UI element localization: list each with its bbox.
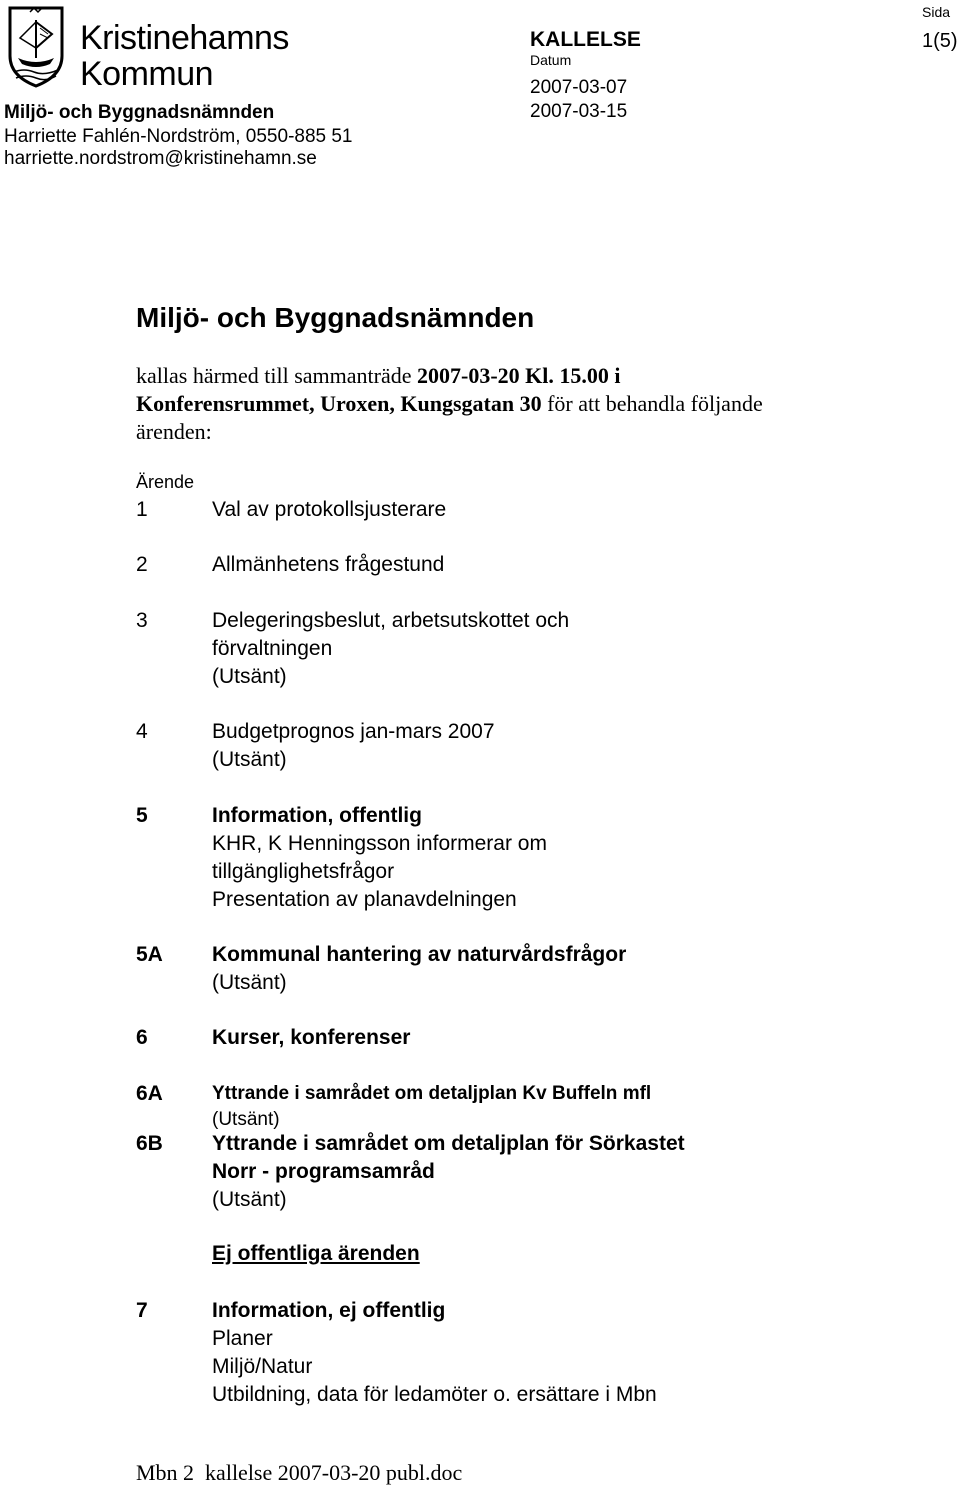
agenda-item-title: Information, ej offentlig xyxy=(212,1299,446,1322)
agenda-item-title: Information, offentlig xyxy=(212,804,422,827)
agenda-item-note: Planer xyxy=(212,1327,273,1350)
agenda-item-note: (Utsänt) xyxy=(212,748,287,771)
organization-name: Miljö- och Byggnadsnämnden xyxy=(4,102,275,123)
agenda-item-title: Allmänhetens frågestund xyxy=(212,553,445,576)
intro-text-start: kallas härmed till sammanträde xyxy=(136,363,418,388)
agenda-item-block xyxy=(212,718,495,774)
agenda-label: Ärende xyxy=(136,472,195,492)
agenda-item-block xyxy=(212,941,626,997)
agenda-item-block xyxy=(212,1297,657,1409)
agenda-item-note: tillgänglighetsfrågor xyxy=(212,860,395,883)
contact-email: harriette.nordstrom@kristinehamn.se xyxy=(4,148,317,169)
non-public-section-heading: Ej offentliga ärenden xyxy=(212,1242,420,1265)
footer-filename: Mbn 2 kallelse 2007-03-20 publ.doc xyxy=(136,1460,463,1485)
agenda-item-number: 7 xyxy=(136,1299,148,1322)
agenda-item-note: Presentation av planavdelningen xyxy=(212,888,517,911)
agenda-item-title: Kurser, konferenser xyxy=(212,1026,411,1049)
agenda-item-block xyxy=(212,802,547,914)
date-label: Datum xyxy=(530,52,572,68)
agenda-item-number: 5 xyxy=(136,804,148,827)
agenda-item-title: Yttrande i samrådet om detaljplan för Sörkastet xyxy=(212,1132,685,1155)
meeting-invitation-text xyxy=(136,362,776,446)
agenda-item-number: 6A xyxy=(136,1082,163,1105)
intro-text-end: för att behandla följande ärenden: xyxy=(136,391,763,444)
agenda-item-note: (Utsänt) xyxy=(212,971,287,994)
agenda-item-title-cont: Norr - programsamråd xyxy=(212,1160,435,1183)
agenda-item-block xyxy=(212,1130,685,1214)
agenda-item-title: Val av protokollsjusterare xyxy=(212,498,447,521)
agenda-item-note: Utbildning, data för ledamöter o. ersättare i Mbn xyxy=(212,1383,657,1406)
municipal-coat-of-arms-logo xyxy=(6,4,66,90)
date-2: 2007-03-15 xyxy=(530,101,628,122)
document-type: KALLELSE xyxy=(530,28,641,51)
agenda-item-number: 3 xyxy=(136,609,148,632)
agenda-item-note: (Utsänt) xyxy=(212,665,287,688)
page-number: 1(5) xyxy=(922,30,958,52)
agenda-item-note: Miljö/Natur xyxy=(212,1355,313,1378)
agenda-item-title-cont: förvaltningen xyxy=(212,637,333,660)
contact-person: Harriette Fahlén-Nordström, 0550-885 51 xyxy=(4,126,353,147)
agenda-item-title: Delegeringsbeslut, arbetsutskottet och xyxy=(212,609,570,632)
agenda-item-number: 1 xyxy=(136,498,148,521)
agenda-item-title: Yttrande i samrådet om detaljplan Kv Buffeln mfl xyxy=(212,1083,652,1104)
agenda-item-block xyxy=(212,1080,651,1132)
brand-name-line2: Kommun xyxy=(80,55,214,93)
agenda-item-block xyxy=(212,607,569,691)
date-1: 2007-03-07 xyxy=(530,77,628,98)
agenda-item-number: 4 xyxy=(136,720,148,743)
committee-title: Miljö- och Byggnadsnämnden xyxy=(136,302,535,333)
agenda-item-note: KHR, K Henningsson informerar om xyxy=(212,832,547,855)
agenda-item-title: Kommunal hantering av naturvårdsfrågor xyxy=(212,943,627,966)
agenda-item-number: 5A xyxy=(136,943,163,966)
agenda-item-title: Budgetprognos jan-mars 2007 xyxy=(212,720,495,743)
brand-name-line1: Kristinehamns xyxy=(80,19,289,57)
agenda-item-note: (Utsänt) xyxy=(212,1188,287,1211)
agenda-item-number: 6B xyxy=(136,1132,163,1155)
page-label: Sida xyxy=(922,4,951,20)
meeting-time-place: 2007-03-20 Kl. 15.00 i Konferensrummet, Uroxen, Kungsgatan 30 xyxy=(136,363,621,416)
agenda-item-number: 6 xyxy=(136,1026,148,1049)
agenda-item-number: 2 xyxy=(136,553,148,576)
agenda-item-note: (Utsänt) xyxy=(212,1109,280,1130)
